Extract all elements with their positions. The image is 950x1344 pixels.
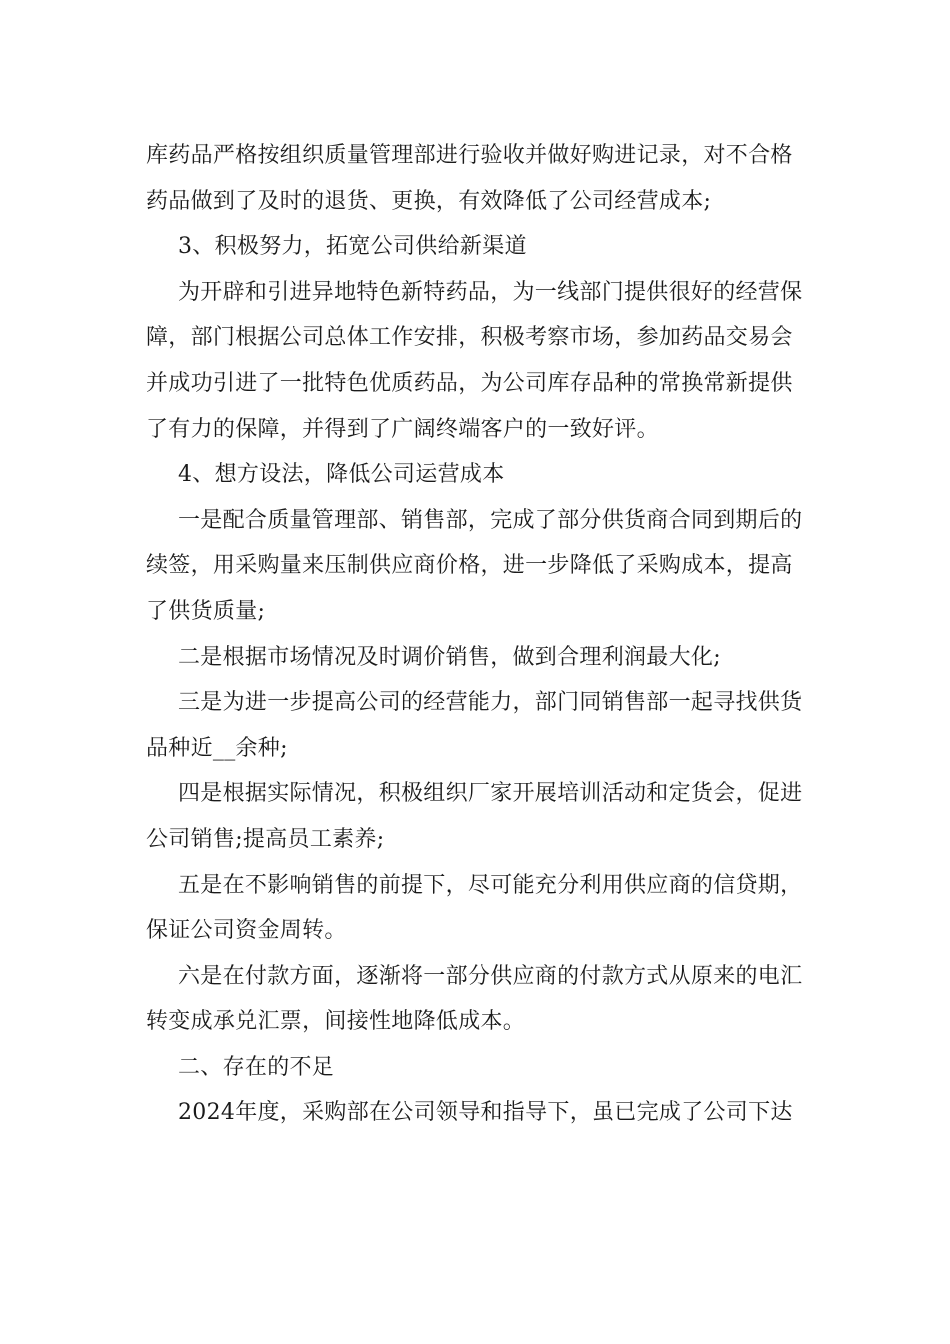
section-heading: 二、存在的不足: [178, 1054, 335, 1080]
text-line: 为开辟和引进异地特色新特药品，为一线部门提供很好的经营保: [178, 279, 803, 305]
text-line: 了供货质量;: [146, 598, 266, 624]
text-line: 二是根据市场情况及时调价销售，做到合理利润最大化;: [178, 644, 721, 670]
text-line: 品种近__余种;: [146, 735, 288, 761]
text-line: 保证公司资金周转。: [146, 918, 347, 944]
text-line: 续签，用采购量来压制供应商价格，进一步降低了采购成本，提高: [146, 553, 793, 579]
text-line: 三是为进一步提高公司的经营能力，部门同销售部一起寻找供货: [178, 690, 803, 716]
text-line: 四是根据实际情况，积极组织厂家开展培训活动和定货会，促进: [178, 781, 803, 807]
text-line: 了有力的保障，并得到了广阔终端客户的一致好评。: [146, 416, 659, 442]
section-heading: 3、积极努力，拓宽公司供给新渠道: [178, 234, 527, 260]
text-line: 障，部门根据公司总体工作安排，积极考察市场，参加药品交易会: [146, 325, 793, 351]
text-line: 六是在付款方面，逐渐将一部分供应商的付款方式从原来的电汇: [178, 963, 803, 989]
text-line: 五是在不影响销售的前提下，尽可能充分利用供应商的信贷期，: [178, 872, 803, 898]
text-line: 2024年度，采购部在公司领导和指导下，虽已完成了公司下达: [178, 1100, 793, 1126]
document-body: [146, 133, 806, 1136]
text-line: 一是配合质量管理部、销售部，完成了部分供货商合同到期后的: [178, 507, 803, 533]
section-heading: 4、想方设法，降低公司运营成本: [178, 462, 505, 488]
text-line: 公司销售;提高员工素养;: [146, 826, 385, 852]
text-line: 药品做到了及时的退货、更换，有效降低了公司经营成本;: [146, 188, 712, 214]
text-line: 库药品严格按组织质量管理部进行验收并做好购进记录，对不合格: [146, 143, 793, 168]
text-line: 并成功引进了一批特色优质药品，为公司库存品种的常换常新提供: [146, 370, 793, 396]
text-line: 转变成承兑汇票，间接性地降低成本。: [146, 1009, 526, 1035]
